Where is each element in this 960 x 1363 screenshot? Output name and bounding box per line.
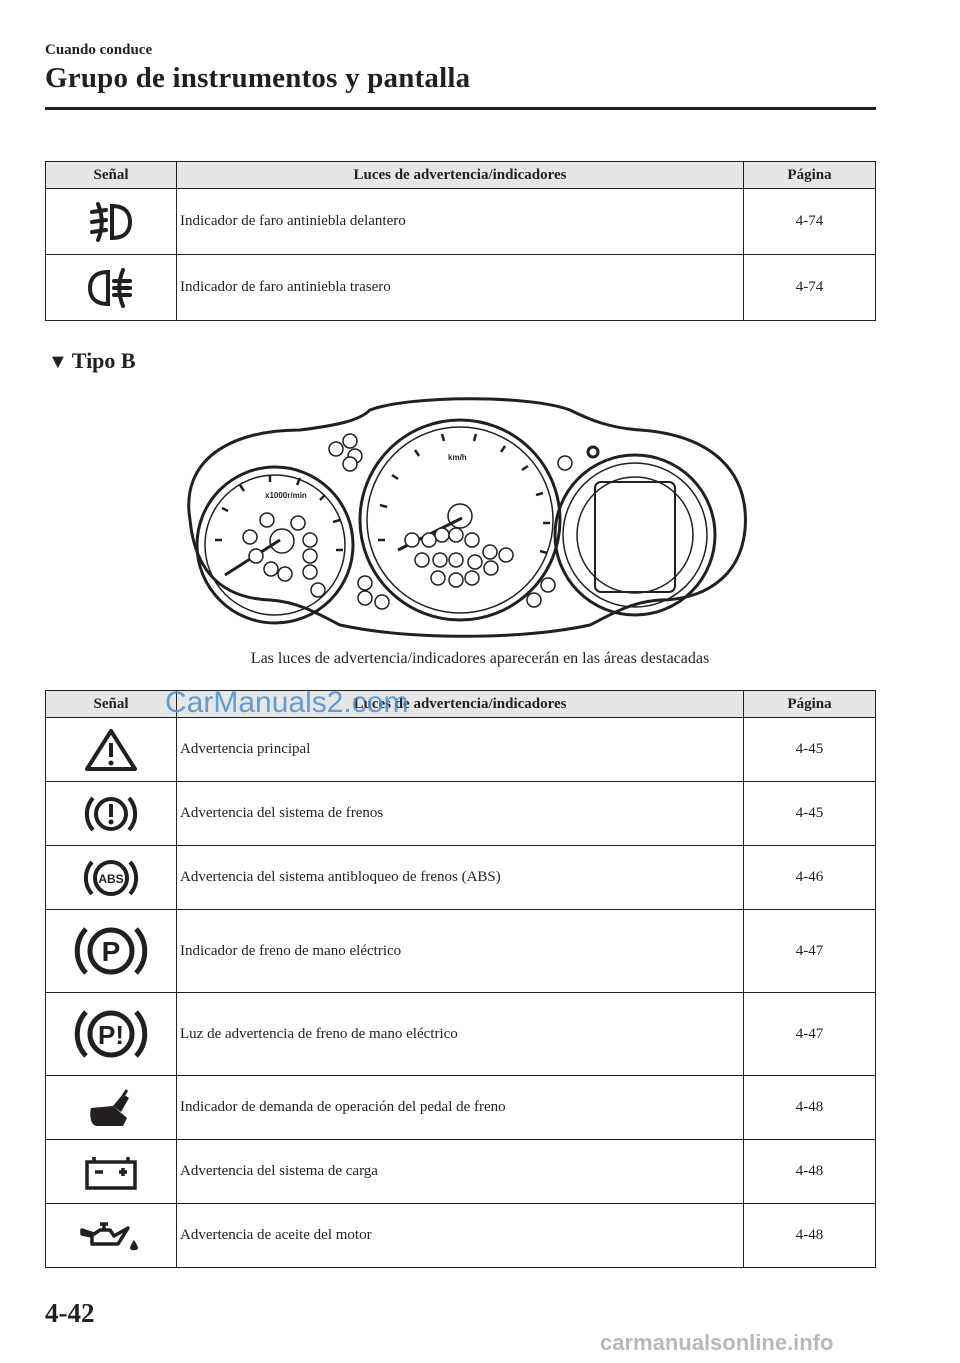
signal-label: Advertencia de aceite del motor xyxy=(177,1204,744,1268)
speed-unit-label: km/h xyxy=(448,453,467,462)
page-ref: 4-48 xyxy=(744,1204,876,1268)
center-display xyxy=(595,482,675,592)
signal-cell xyxy=(46,782,177,846)
signal-label: Indicador de faro antiniebla trasero xyxy=(177,255,744,321)
signal-label: Indicador de faro antiniebla delantero xyxy=(177,189,744,255)
svg-text:ABS: ABS xyxy=(98,871,124,886)
signal-cell xyxy=(46,1076,177,1140)
signal-cell xyxy=(46,718,177,782)
page-title: Grupo de instrumentos y pantalla xyxy=(45,62,471,94)
triangle-bullet-icon: ▼ xyxy=(48,351,68,373)
table-row xyxy=(46,1204,876,1268)
table-row xyxy=(46,255,876,321)
signal-cell xyxy=(46,846,177,910)
signal-label: Advertencia del sistema de carga xyxy=(177,1140,744,1204)
col-header-signal: Señal xyxy=(46,691,177,718)
col-header-signal: Señal xyxy=(46,162,177,189)
footer-site: carmanualsonline.info xyxy=(600,1330,834,1355)
signal-label: Indicador de demanda de operación del pedal de freno xyxy=(177,1076,744,1140)
section-heading-tipo-b xyxy=(48,348,136,374)
table-row xyxy=(46,782,876,846)
instrument-cluster-diagram xyxy=(170,390,760,640)
signal-cell xyxy=(46,993,177,1076)
page-number: 4-42 xyxy=(45,1298,95,1328)
table-row xyxy=(46,1076,876,1140)
signals-table-b xyxy=(45,690,876,1268)
signal-cell xyxy=(46,189,177,255)
cluster-caption: Las luces de advertencia/indicadores aparecerán en las áreas destacadas xyxy=(250,650,710,667)
page-ref: 4-46 xyxy=(744,846,876,910)
table-header-row xyxy=(46,162,876,189)
page-ref: 4-48 xyxy=(744,1140,876,1204)
signal-cell xyxy=(46,255,177,321)
table-row xyxy=(46,846,876,910)
abs-warning-icon xyxy=(81,853,141,903)
signals-table-a xyxy=(45,161,876,321)
battery-charging-icon xyxy=(81,1152,141,1192)
electric-parking-brake-warning-icon xyxy=(70,1002,152,1066)
table-row xyxy=(46,718,876,782)
svg-text:P!: P! xyxy=(98,1020,124,1050)
watermark: CarManuals2.com xyxy=(165,686,409,719)
page-ref: 4-48 xyxy=(744,1076,876,1140)
electric-parking-brake-icon xyxy=(70,919,152,983)
signal-label: Indicador de freno de mano eléctrico xyxy=(177,910,744,993)
indicator-lamp-group xyxy=(243,434,572,609)
section-label: Cuando conduce xyxy=(45,42,153,58)
section-title: Tipo B xyxy=(71,348,136,373)
table-row xyxy=(46,1140,876,1204)
page-ref: 4-74 xyxy=(744,189,876,255)
signal-label: Luz de advertencia de freno de mano eléctrico xyxy=(177,993,744,1076)
page-ref: 4-47 xyxy=(744,993,876,1076)
table-row xyxy=(46,910,876,993)
title-divider xyxy=(45,107,876,110)
signal-label: Advertencia del sistema de frenos xyxy=(177,782,744,846)
col-header-lights: Luces de advertencia/indicadores xyxy=(177,691,744,718)
page-ref: 4-45 xyxy=(744,718,876,782)
tach-unit-label: x1000r/min xyxy=(265,491,307,500)
signal-label: Advertencia del sistema antibloqueo de frenos (ABS) xyxy=(177,846,744,910)
signal-cell xyxy=(46,910,177,993)
page-ref: 4-47 xyxy=(744,910,876,993)
svg-text:P: P xyxy=(101,936,121,967)
rear-fog-light-icon xyxy=(86,266,136,310)
col-header-page: Página xyxy=(744,691,876,718)
brake-system-warning-icon xyxy=(81,789,141,839)
page-ref: 4-45 xyxy=(744,782,876,846)
table-row xyxy=(46,189,876,255)
signal-label: Advertencia principal xyxy=(177,718,744,782)
col-header-page: Página xyxy=(744,162,876,189)
master-warning-icon xyxy=(83,727,139,773)
col-header-lights: Luces de advertencia/indicadores xyxy=(177,162,744,189)
brake-pedal-demand-icon xyxy=(83,1086,139,1130)
front-fog-light-icon xyxy=(86,200,136,244)
table-row xyxy=(46,993,876,1076)
signal-cell xyxy=(46,1204,177,1268)
page-ref: 4-74 xyxy=(744,255,876,321)
signal-cell xyxy=(46,1140,177,1204)
engine-oil-icon xyxy=(76,1218,146,1254)
